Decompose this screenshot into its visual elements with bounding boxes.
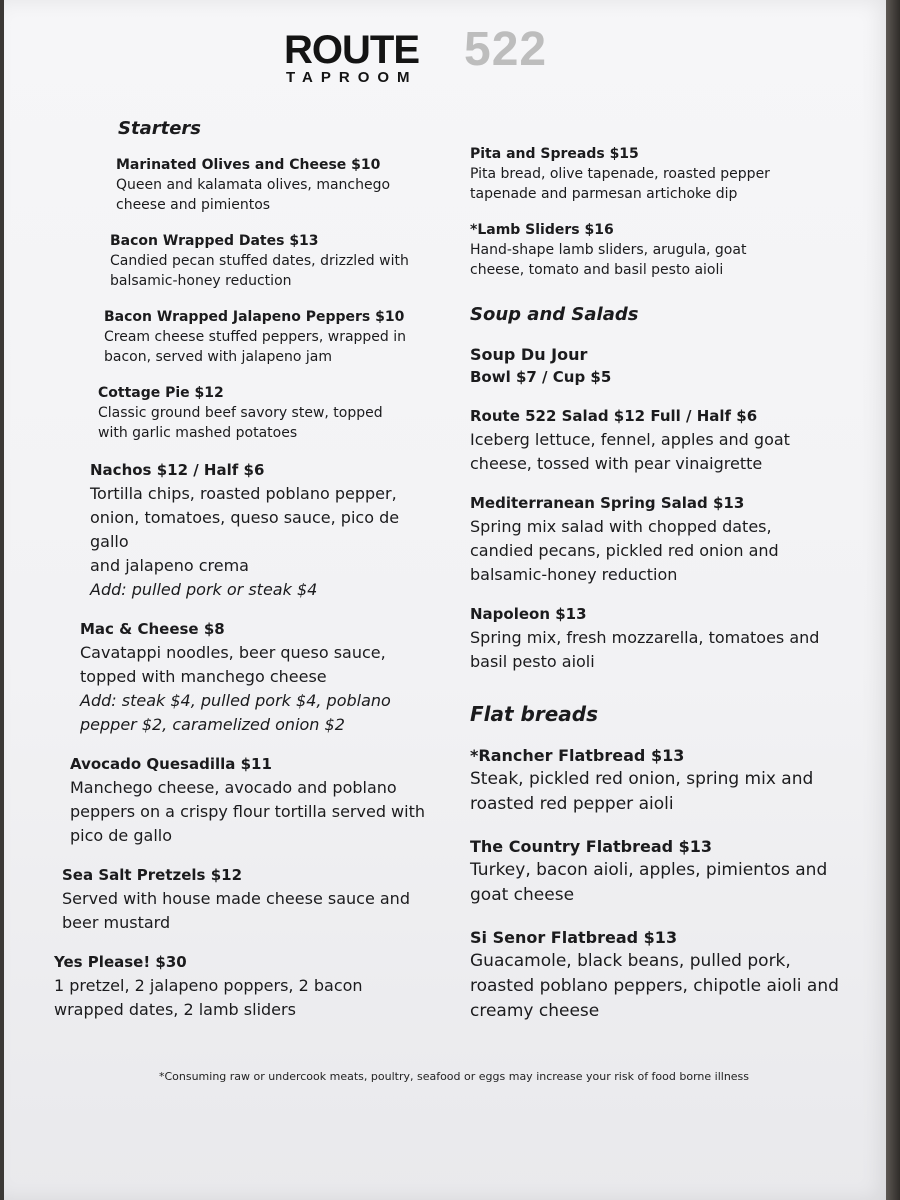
item-name: Mac & Cheese $8 (80, 620, 225, 638)
menu-item (104, 307, 432, 367)
item-description: Queen and kalamata olives, manchego (116, 177, 391, 193)
menu-item (470, 926, 860, 1024)
item-add-on: pepper $2, caramelized onion $2 (80, 715, 345, 734)
item-description: basil pesto aioli (470, 652, 595, 671)
item-name: Si Senor Flatbread $13 (470, 928, 678, 947)
item-description: Manchego cheese, avocado and poblano (70, 778, 397, 797)
item-description: with garlic mashed potatoes (98, 425, 298, 441)
item-name: Soup Du Jour (470, 345, 588, 364)
item-description: Served with house made cheese sauce and (62, 889, 410, 908)
item-description: and jalapeno crema (90, 556, 249, 575)
item-price: Bowl $7 / Cup $5 (470, 368, 612, 386)
food-safety-disclaimer: *Consuming raw or undercook meats, poultry, seafood or eggs may increase your risk of food borne illness (158, 1070, 750, 1083)
route-522-logo (284, 23, 624, 86)
item-description: Spring mix, fresh mozzarella, tomatoes and (470, 628, 820, 647)
item-description: tapenade and parmesan artichoke dip (470, 186, 738, 202)
item-description: Classic ground beef savory stew, topped (98, 405, 383, 421)
section-title-starters: Starters (118, 118, 201, 139)
item-description: Spring mix salad with chopped dates, (470, 517, 772, 536)
item-description: Hand-shape lamb sliders, arugula, goat (470, 242, 747, 258)
menu-item (98, 383, 432, 443)
menu-item (470, 405, 860, 476)
item-name: Route 522 Salad $12 Full / Half $6 (470, 407, 758, 425)
item-description: goat cheese (470, 885, 575, 905)
item-name: Bacon Wrapped Jalapeno Peppers $10 (104, 309, 405, 325)
item-description: Cream cheese stuffed peppers, wrapped in (104, 329, 407, 345)
menu-item (470, 144, 860, 204)
item-name: Avocado Quesadilla $11 (70, 755, 272, 773)
item-description: Cavatappi noodles, beer queso sauce, (80, 643, 386, 662)
menu-item (470, 343, 860, 389)
menu-item (110, 231, 432, 291)
item-name: Marinated Olives and Cheese $10 (116, 157, 381, 173)
menu-item (470, 492, 860, 587)
item-name: Sea Salt Pretzels $12 (62, 866, 243, 884)
menu-page (4, 0, 890, 1200)
item-description: cheese and pimientos (116, 197, 271, 213)
menu-item (90, 459, 432, 602)
item-description: roasted red pepper aioli (470, 794, 674, 814)
item-description: 1 pretzel, 2 jalapeno poppers, 2 bacon (54, 976, 363, 995)
item-add-on: Add: steak $4, pulled pork $4, poblano (80, 691, 391, 710)
menu-item (470, 744, 860, 817)
item-description: balsamic-honey reduction (110, 273, 292, 289)
item-description: Iceberg lettuce, fennel, apples and goat (470, 430, 790, 449)
right-column (470, 144, 860, 1040)
item-description: Steak, pickled red onion, spring mix and (470, 769, 814, 789)
item-name: *Rancher Flatbread $13 (470, 746, 685, 765)
item-description: wrapped dates, 2 lamb sliders (54, 1000, 296, 1019)
item-name: Nachos $12 / Half $6 (90, 461, 265, 479)
item-name: Mediterranean Spring Salad $13 (470, 494, 745, 512)
item-description: creamy cheese (470, 1001, 600, 1021)
item-description: bacon, served with jalapeno jam (104, 349, 332, 365)
item-description: Pita bread, olive tapenade, roasted pepper (470, 166, 770, 182)
logo-number: 522 (464, 23, 548, 76)
item-name: The Country Flatbread $13 (470, 837, 713, 856)
item-name: Bacon Wrapped Dates $13 (110, 233, 319, 249)
logo-route: ROUTE (284, 28, 419, 72)
item-description: candied pecans, pickled red onion and (470, 541, 779, 560)
section-title-flatbreads: Flat breads (470, 702, 598, 726)
item-description: topped with manchego cheese (80, 667, 327, 686)
item-description: pico de gallo (70, 826, 172, 845)
item-description: balsamic-honey reduction (470, 565, 678, 584)
item-description: Turkey, bacon aioli, apples, pimientos and (470, 860, 828, 880)
menu-item (80, 618, 432, 737)
item-name: Napoleon $13 (470, 605, 587, 623)
menu-item (62, 864, 432, 935)
item-description: Candied pecan stuffed dates, drizzled with (110, 253, 409, 269)
menu-item (470, 835, 860, 908)
menu-item (470, 220, 860, 280)
logo-taproom: TAPROOM (286, 69, 418, 86)
menu-item (54, 951, 432, 1022)
menu-item (470, 603, 860, 674)
item-add-on: Add: pulled pork or steak $4 (90, 580, 318, 599)
item-description: cheese, tomato and basil pesto aioli (470, 262, 724, 278)
item-description: roasted poblano peppers, chipotle aioli and (470, 976, 839, 996)
item-description: beer mustard (62, 913, 171, 932)
menu-item (70, 753, 432, 848)
item-description: peppers on a crispy flour tortilla served with (70, 802, 425, 821)
table-edge (886, 0, 900, 1200)
item-name: *Lamb Sliders $16 (470, 222, 614, 238)
item-description: Guacamole, black beans, pulled pork, (470, 951, 791, 971)
item-name: Yes Please! $30 (54, 953, 187, 971)
starters-column (52, 118, 432, 1038)
menu-item (116, 155, 432, 215)
item-description: onion, tomatoes, queso sauce, pico de gallo (90, 508, 400, 551)
item-description: Tortilla chips, roasted poblano pepper, (90, 484, 397, 503)
item-description: cheese, tossed with pear vinaigrette (470, 454, 763, 473)
item-name: Cottage Pie $12 (98, 385, 224, 401)
item-name: Pita and Spreads $15 (470, 146, 639, 162)
section-title-soups-salads: Soup and Salads (470, 304, 639, 325)
